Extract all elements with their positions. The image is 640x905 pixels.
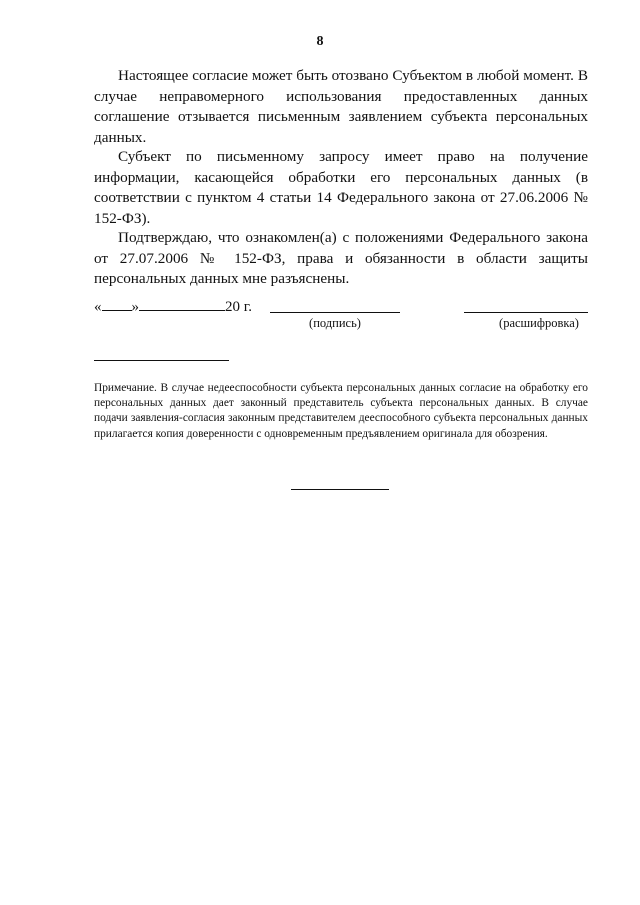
year-suffix: г. [243,299,252,315]
page-number: 8 [316,34,324,49]
paragraph-confirmation [94,228,588,290]
note-text: Примечание. В случае недееспособности субъекта персональных данных согласие на обработку его персональных данных дает законный представитель субъекта персональных данных. В случае подачи заявления-согласия законным представителем дееспособного субъекта персональных данных прилагается копия доверенности с одновременным предъявлением оригинала для обозрения. [94,382,588,440]
paragraph-information-right [94,147,588,229]
paragraph-information-right-text: Субъект по письменному запросу имеет право на получение информации, касающейся обработки его персональных данных (в соответствии с пунктом 4 статьи 14 Федерального закона от 27.06.2006 № 152-ФЗ). [94,148,588,227]
paragraph-revocation-text: Настоящее согласие может быть отозвано Субъектом в любой момент. В случае неправомерного использования предоставленных данных соглашение отзывается письменным заявлением субъекта персональных данных. [94,67,588,146]
end-divider [291,489,389,490]
paragraph-confirmation-text: Подтверждаю, что ознакомлен(а) с положениями Федерального закона от 27.07.2006 № 152-ФЗ, права и обязанности в области защиты персональных данных мне разъяснены. [94,229,588,288]
signature-block [94,296,588,336]
paragraph-revocation [94,66,588,148]
date-close-quote: » [131,299,139,315]
day-blank[interactable] [102,296,132,311]
date-open-quote: « [94,299,102,315]
year-prefix: 20 [225,299,240,315]
month-blank[interactable] [139,296,225,311]
signature-caption: (подпись) [309,316,361,330]
transcript-caption: (расшифровка) [499,316,579,330]
date-field [94,296,252,316]
transcript-line[interactable] [464,312,588,313]
signature-line[interactable] [270,312,400,313]
footnote-divider [94,360,229,361]
